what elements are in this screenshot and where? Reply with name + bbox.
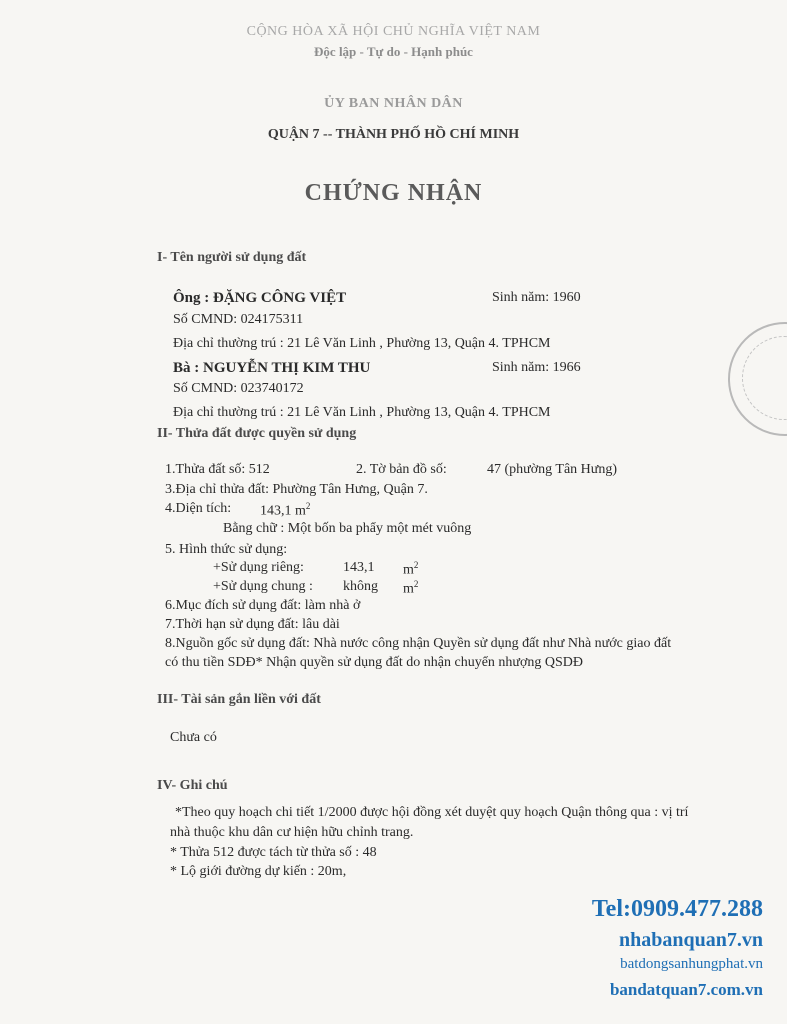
- section-4-heading: IV- Ghi chú: [157, 778, 228, 793]
- land-origin-line1: 8.Nguồn gốc sử dụng đất: Nhà nước công nhận Quyền sử dụng đất như Nhà nước giao đất: [165, 636, 672, 651]
- watermark-site-1: nhabanquan7.vn: [619, 929, 763, 951]
- person2-address: Địa chỉ thường trú : 21 Lê Văn Linh , Phường 13, Quận 4. TPHCM: [173, 405, 551, 420]
- note1-line1: *Theo quy hoạch chi tiết 1/2000 được hội đồng xét duyệt quy hoạch Quận thông qua : vị trí: [175, 805, 689, 820]
- watermark-site-2: batdongsanhungphat.vn: [620, 956, 763, 972]
- national-motto: Độc lập - Tự do - Hạnh phúc: [314, 44, 473, 59]
- person1-birth: Sinh năm: 1960: [492, 290, 581, 305]
- usage-form: 5. Hình thức sử dụng:: [165, 542, 288, 557]
- national-name: CỘNG HÒA XÃ HỘI CHỦ NGHĨA VIỆT NAM: [246, 24, 541, 39]
- map-sheet-label: 2. Tờ bản đồ số:: [356, 462, 447, 477]
- note1-line2: nhà thuộc khu dân cư hiện hữu chỉnh trang.: [170, 825, 414, 840]
- note2: * Thửa 512 được tách từ thửa số : 48: [170, 845, 377, 860]
- person2-id: Số CMND: 023740172: [173, 381, 304, 396]
- person1-name: Ông : ĐẶNG CÔNG VIỆT: [173, 290, 347, 306]
- person1-address: Địa chỉ thường trú : 21 Lê Văn Linh , Phường 13, Quận 4. TPHCM: [173, 336, 551, 351]
- person2-name: Bà : NGUYỄN THỊ KIM THU: [173, 360, 371, 376]
- common-use-label: +Sử dụng chung :: [213, 579, 313, 594]
- section-3-heading: III- Tài sản gắn liền với đất: [157, 692, 321, 707]
- area-in-words: Bằng chữ : Một bốn ba phẩy một mét vuông: [223, 521, 472, 536]
- committee-name: ỦY BAN NHÂN DÂN: [324, 96, 463, 111]
- official-seal-icon: [728, 322, 787, 436]
- assets-content: Chưa có: [170, 730, 217, 745]
- district-name: QUẬN 7 -- THÀNH PHỐ HỒ CHÍ MINH: [267, 127, 520, 142]
- note3: * Lộ giới đường dự kiến : 20m,: [170, 864, 347, 879]
- private-use-unit: $m^2$: [403, 560, 419, 578]
- land-use-purpose: 6.Mục đích sử dụng đất: làm nhà ở: [165, 598, 361, 613]
- parcel-number: 1.Thửa đất số: 512: [165, 462, 270, 477]
- land-origin-line2: có thu tiền SDĐ* Nhận quyền sử dụng đất do nhận chuyển nhượng QSDĐ: [165, 655, 584, 670]
- private-use-label: +Sử dụng riêng:: [213, 560, 304, 575]
- area-label: 4.Diện tích:: [165, 501, 232, 516]
- person1-id: Số CMND: 024175311: [173, 312, 304, 327]
- watermark-phone: Tel:0909.477.288: [591, 896, 763, 922]
- land-use-term: 7.Thời hạn sử dụng đất: lâu dài: [165, 617, 340, 632]
- map-sheet-value: 47 (phường Tân Hưng): [487, 462, 618, 477]
- parcel-address: 3.Địa chỉ thửa đất: Phường Tân Hưng, Quận 7.: [165, 482, 428, 497]
- watermark-site-3: bandatquan7.com.vn: [609, 980, 763, 999]
- section-1-heading: I- Tên người sử dụng đất: [157, 250, 307, 265]
- person2-birth: Sinh năm: 1966: [492, 360, 581, 375]
- section-2-heading: II- Thửa đất được quyền sử dụng: [157, 426, 357, 441]
- area-value: 143,1 $m^2$: [260, 501, 311, 519]
- document-title: CHỨNG NHẬN: [304, 180, 483, 206]
- common-use-unit: $m^2$: [403, 579, 419, 597]
- common-use-value: không: [343, 579, 378, 594]
- private-use-value: 143,1: [343, 560, 375, 575]
